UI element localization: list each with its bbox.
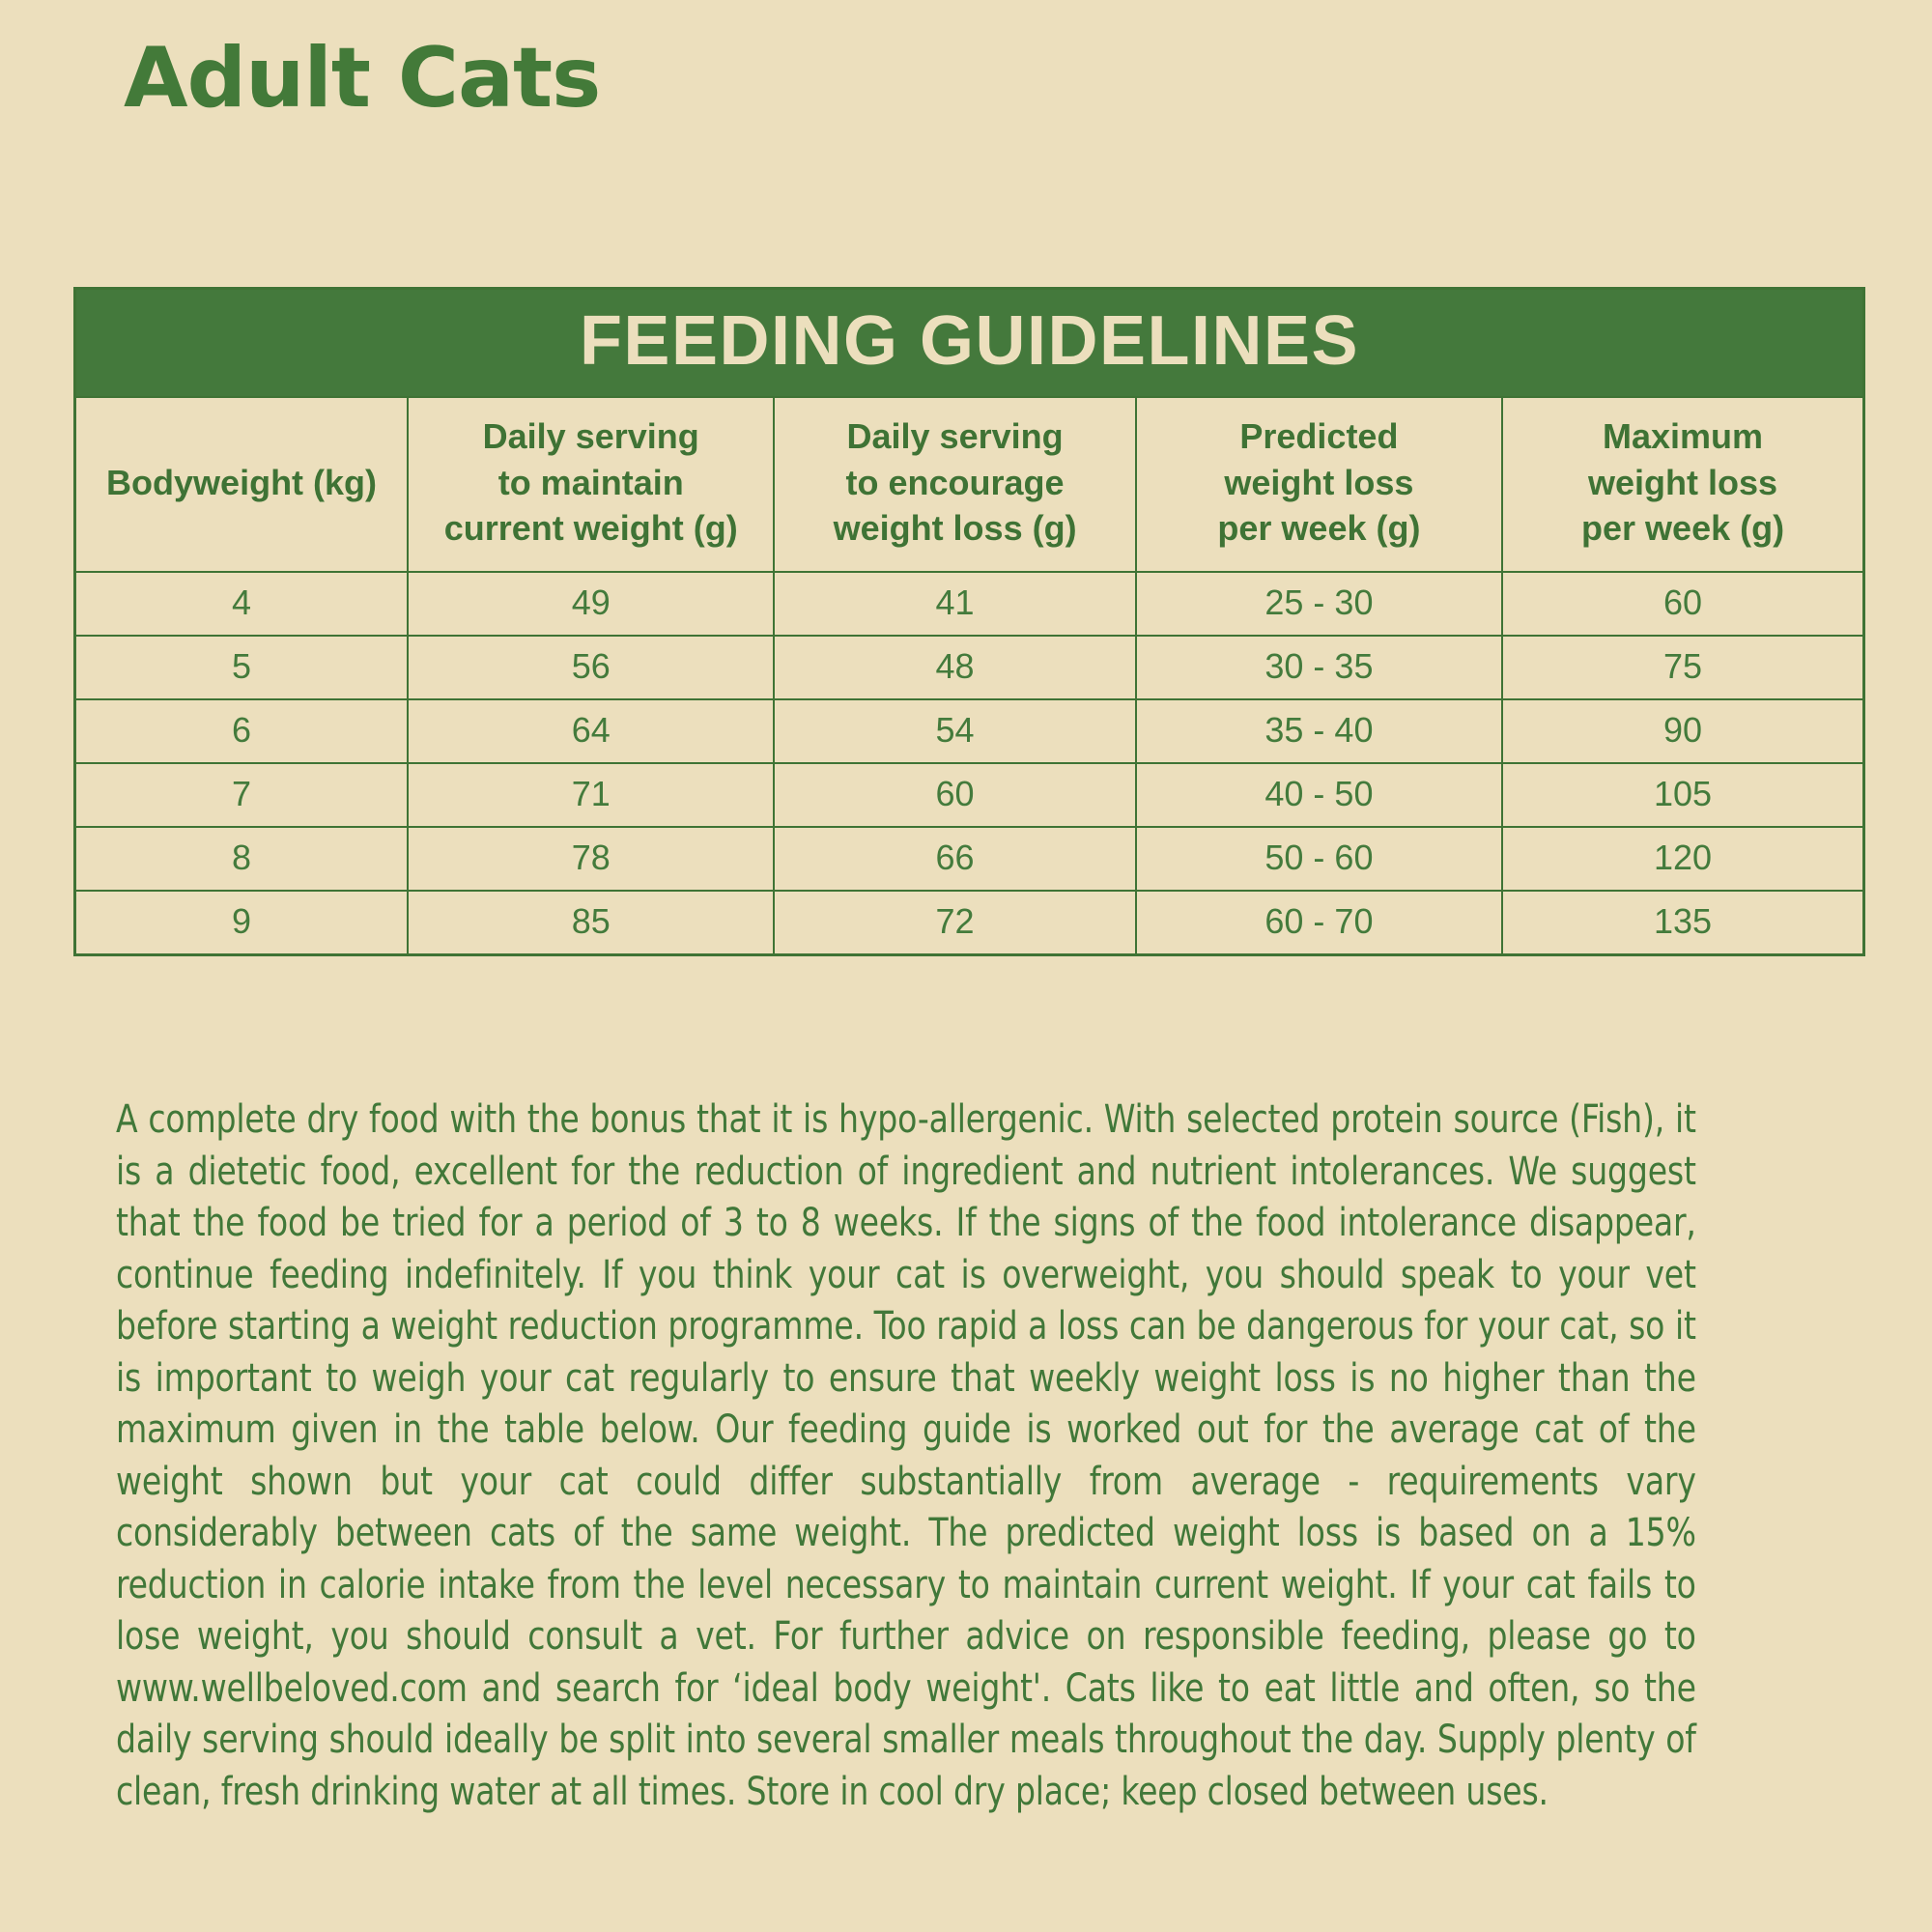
page-title: Adult Cats [124, 30, 601, 127]
cell-maintain: 64 [408, 699, 774, 763]
cell-encourage-loss: 41 [774, 572, 1135, 636]
table-row [75, 763, 1864, 827]
cell-bodyweight: 9 [75, 891, 409, 955]
cell-bodyweight: 7 [75, 763, 409, 827]
table-row [75, 891, 1864, 955]
cell-maintain: 56 [408, 636, 774, 699]
cell-maximum-loss: 90 [1502, 699, 1863, 763]
column-header-encourage-loss-line3: weight loss (g) [833, 508, 1077, 549]
cell-maintain: 78 [408, 827, 774, 891]
column-header-bodyweight-line1: Bodyweight (kg) [106, 462, 378, 502]
cell-encourage-loss: 60 [774, 763, 1135, 827]
cell-predicted-loss: 35 - 40 [1136, 699, 1502, 763]
cell-encourage-loss: 72 [774, 891, 1135, 955]
column-header-maximum-loss-line1: Maximum [1603, 416, 1764, 456]
cell-predicted-loss: 25 - 30 [1136, 572, 1502, 636]
table-row [75, 827, 1864, 891]
column-header-maximum-loss-line2: weight loss [1588, 462, 1778, 502]
cell-maximum-loss: 120 [1502, 827, 1863, 891]
cell-predicted-loss: 40 - 50 [1136, 763, 1502, 827]
description-paragraph: A complete dry food with the bonus that it is hypo-allergenic. With selected protein source (Fish), it is a dietetic food, excellent for the reduction of ingredient and nutrient intolerances. We suggest that the food be tried for a period of 3 to 8 weeks. If the signs of the food intolerance disappear, continue feeding indefinitely. If you think your cat is overweight, you should speak to your vet before starting a weight reduction programme. Too rapid a loss can be dangerous for your cat, so it is important to weigh your cat regularly to ensure that weekly weight loss is no higher than the maximum given in the table below. Our feeding guide is worked out for the average cat of the weight shown but your cat could differ substantially from average - requirements vary considerably between cats of the same weight. The predicted weight loss is based on a 15% reduction in calorie intake from the level necessary to maintain current weight. If your cat fails to lose weight, you should consult a vet. For further advice on responsible feeding, please go to www.wellbeloved.com and search for ‘ideal body weight'. Cats like to eat little and often, so the daily serving should ideally be split into several smaller meals throughout the day. Supply plenty of clean, fresh drinking water at all times. Store in cool dry place; keep closed between uses. [116, 1097, 1696, 1814]
cell-bodyweight: 5 [75, 636, 409, 699]
feeding-guidelines-table [73, 287, 1865, 956]
cell-bodyweight: 4 [75, 572, 409, 636]
table-banner [75, 289, 1864, 398]
cell-maximum-loss: 135 [1502, 891, 1863, 955]
column-header-maintain-line3: current weight (g) [443, 508, 738, 549]
column-header-maximum-loss-line3: per week (g) [1581, 508, 1785, 549]
table-row [75, 699, 1864, 763]
column-header-bodyweight [75, 397, 409, 572]
column-header-maximum-loss [1502, 397, 1863, 572]
table-row [75, 636, 1864, 699]
cell-predicted-loss: 50 - 60 [1136, 827, 1502, 891]
cell-encourage-loss: 54 [774, 699, 1135, 763]
cell-predicted-loss: 60 - 70 [1136, 891, 1502, 955]
column-header-encourage-loss-line1: Daily serving [846, 416, 1064, 456]
cell-maintain: 71 [408, 763, 774, 827]
column-header-maintain-line2: to maintain [497, 462, 684, 502]
cell-bodyweight: 8 [75, 827, 409, 891]
cell-maintain: 49 [408, 572, 774, 636]
column-header-encourage-loss-line2: to encourage [845, 462, 1065, 502]
cell-maximum-loss: 60 [1502, 572, 1863, 636]
column-header-predicted-loss-line3: per week (g) [1217, 508, 1421, 549]
column-header-predicted-loss [1136, 397, 1502, 572]
column-header-predicted-loss-line2: weight loss [1224, 462, 1414, 502]
column-header-maintain-line1: Daily serving [482, 416, 699, 456]
table-header-row [75, 397, 1864, 572]
cell-encourage-loss: 66 [774, 827, 1135, 891]
cell-maximum-loss: 75 [1502, 636, 1863, 699]
cell-predicted-loss: 30 - 35 [1136, 636, 1502, 699]
cell-maintain: 85 [408, 891, 774, 955]
table-row [75, 572, 1864, 636]
column-header-encourage-loss [774, 397, 1135, 572]
cell-bodyweight: 6 [75, 699, 409, 763]
cell-encourage-loss: 48 [774, 636, 1135, 699]
column-header-predicted-loss-line1: Predicted [1239, 416, 1399, 456]
table-banner-title: FEEDING GUIDELINES [579, 302, 1360, 380]
column-header-maintain [408, 397, 774, 572]
table-banner-row [75, 289, 1864, 398]
cell-maximum-loss: 105 [1502, 763, 1863, 827]
